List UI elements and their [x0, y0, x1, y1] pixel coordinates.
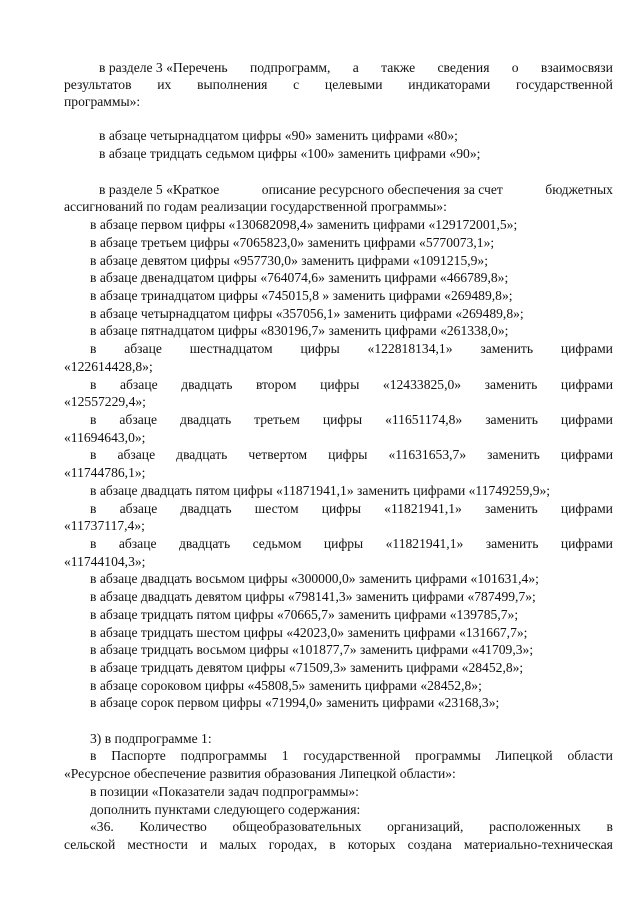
word: в [90, 748, 97, 763]
amend-line: в абзаце двадцать восьмом цифры «300000,0» заменить цифрами «101631,4»; [90, 571, 539, 586]
word: абзаце [117, 447, 156, 462]
word: организаций, [387, 819, 464, 834]
subprogram-heading: 3) в подпрограмме 1: [90, 731, 212, 746]
word: заменить [487, 447, 540, 462]
word: а [352, 60, 359, 75]
section5-line1 [99, 182, 613, 198]
amend-line: в абзаце тридцать пятом цифры «70665,7» заменить цифрами «139785,7»; [90, 607, 519, 622]
word: в разделе 3 «Перечень [99, 60, 228, 75]
word: цифры [321, 501, 361, 516]
amend-27-line2: «11744104,3»; [64, 554, 146, 569]
word: абзаце [119, 412, 158, 427]
item36-line2 [64, 837, 613, 853]
word: результатов [64, 77, 132, 92]
word: двадцать [176, 447, 228, 462]
amend-line: в абзаце девятом цифры «957730,0» заменить цифрами «1091215,9»; [90, 253, 489, 268]
amend-24-line1 [90, 447, 613, 463]
passport-line1 [90, 748, 613, 764]
word: цифры [320, 377, 360, 392]
s3-item-1: в абзаце четырнадцатом цифры «90» заменить цифрами «80»; [99, 128, 458, 143]
passport-line2: «Ресурсное обеспечение развития образования Липецкой области»: [64, 766, 456, 781]
amend-23-line1 [90, 412, 613, 428]
word: городах, [268, 837, 318, 852]
word: третьем [254, 412, 300, 427]
word: в [329, 837, 336, 852]
word: в [90, 412, 97, 427]
word: седьмом [252, 536, 302, 551]
s3-item-2: в абзаце тридцать седьмом цифры «100» заменить цифрами «90»; [99, 146, 481, 161]
word: абзаце [118, 536, 157, 551]
word: индикаторами [408, 77, 491, 92]
amend-line: в абзаце тринадцатом цифры «745015,8 » заменить цифрами «269489,8»; [90, 288, 513, 303]
word: малых [219, 837, 257, 852]
position-line: в позиции «Показатели задач подпрограммы»: [90, 784, 359, 799]
amend-27-line1 [90, 536, 613, 552]
word: государственной [516, 77, 613, 92]
add-items-line: дополнить пунктами следующего содержания: [90, 802, 361, 817]
word: описание ресурсного обеспечения за счет [261, 182, 503, 197]
word: местности [127, 837, 188, 852]
word: государственной [303, 748, 401, 763]
word: цифрами [560, 341, 613, 356]
word: цифры [300, 341, 340, 356]
amend-22-line2: «12557229,4»; [64, 394, 146, 409]
amend-line: в абзаце двадцать девятом цифры «798141,3» заменить цифрами «787499,7»; [90, 589, 536, 604]
amend-23-line2: «11694643,0»; [64, 430, 146, 445]
word: выполнения [197, 77, 268, 92]
word: заменить [484, 501, 538, 516]
amend-line: в абзаце сороковом цифры «45808,5» заменить цифрами «28452,8»; [90, 678, 482, 693]
word: цифрами [560, 447, 613, 462]
word: в разделе 5 «Краткое [99, 182, 220, 197]
item36-line1 [90, 819, 613, 835]
word: абзаце [124, 341, 162, 356]
amend-line: в абзаце третьем цифры «7065823,0» заменить цифрами «5770073,1»; [90, 235, 495, 250]
word: программы [415, 748, 481, 763]
word: с [293, 77, 300, 92]
word: цифрами [560, 501, 613, 516]
word: «12433825,0» [382, 377, 462, 392]
word: Липецкой [495, 748, 553, 763]
word: цифрами [560, 377, 613, 392]
amend-line: в абзаце четырнадцатом цифры «357056,1» заменить цифрами «269489,8»; [90, 306, 524, 321]
amend-22-line1 [90, 377, 613, 393]
word: также [381, 60, 416, 75]
word: заменить [485, 536, 539, 551]
word: двадцать [180, 412, 232, 427]
word: заменить [480, 341, 534, 356]
amend-24-line2: «11744786,1»; [64, 465, 146, 480]
word: в [90, 341, 97, 356]
word: и [199, 837, 208, 852]
word: создана [407, 837, 452, 852]
word: цифры [322, 412, 363, 427]
word: «11631653,7» [388, 447, 467, 462]
word: шестом [254, 501, 299, 516]
section3-line3: программы»: [64, 94, 141, 109]
word: цифры [323, 536, 364, 551]
word: «11821941,1» [385, 536, 464, 551]
word: о [511, 60, 519, 75]
section3-line2 [64, 77, 613, 93]
word: Паспорте [111, 748, 166, 763]
word: материально-техническая [463, 837, 613, 852]
word: в [606, 819, 613, 834]
word: цифры [328, 447, 368, 462]
amend-line: в абзаце тридцать девятом цифры «71509,3» заменить цифрами «28452,8»; [90, 660, 524, 675]
word: абзаце [119, 377, 158, 392]
word: в [90, 501, 97, 516]
word: подпрограмм, [249, 60, 331, 75]
amend-line: в абзаце двенадцатом цифры «764074,6» заменить цифрами «466789,8»; [90, 270, 509, 285]
word: в [90, 536, 97, 551]
word: заменить [485, 412, 538, 427]
word: цифрами [560, 412, 613, 427]
word: сельской [64, 837, 116, 852]
word: «11821941,1» [384, 501, 462, 516]
word: абзаце [119, 501, 158, 516]
word: общеобразовательных [232, 819, 362, 834]
amend-line: в абзаце тридцать восьмом цифры «101877,7» заменить цифрами «41709,3»; [90, 642, 534, 657]
word: двадцать [178, 536, 231, 551]
word: расположенных [489, 819, 581, 834]
word: заменить [484, 377, 538, 392]
amend-26-line1 [90, 501, 613, 517]
word: «122818134,1» [367, 341, 453, 356]
word: которых [347, 837, 396, 852]
word: сведения [437, 60, 490, 75]
amend-25: в абзаце двадцать пятом цифры «11871941,1» заменить цифрами «11749259,9»; [90, 483, 551, 498]
word: области [567, 748, 613, 763]
word: бюджетных [545, 182, 613, 197]
section3-line1 [99, 60, 613, 76]
section5-line2: ассигнований по годам реализации государственной программы»: [64, 199, 447, 214]
word: взаимосвязи [540, 60, 613, 75]
word: «36. [90, 819, 114, 834]
word: целевыми [324, 77, 383, 92]
word: Количество [139, 819, 207, 834]
word: четвертом [248, 447, 308, 462]
word: «11651174,8» [385, 412, 463, 427]
word: двадцать [181, 377, 233, 392]
amend-line: в абзаце первом цифры «130682098,4» заменить цифрами «129172001,5»; [90, 217, 518, 232]
word: цифрами [560, 536, 613, 551]
amend-26-line2: «11737117,4»; [64, 518, 145, 533]
word: шестнадцатом [189, 341, 273, 356]
amend-16-line1 [90, 341, 613, 357]
word: в [90, 377, 97, 392]
amend-16-line2: «122614428,8»; [64, 359, 153, 374]
amend-line: в абзаце тридцать шестом цифры «42023,0» заменить цифрами «131667,7»; [90, 625, 528, 640]
word: двадцать [180, 501, 232, 516]
word: втором [255, 377, 297, 392]
word: в [90, 447, 97, 462]
amend-line: в абзаце сорок первом цифры «71994,0» заменить цифрами «23168,3»; [90, 695, 500, 710]
amend-line: в абзаце пятнадцатом цифры «830196,7» заменить цифрами «261338,0»; [90, 323, 509, 338]
word: подпрограммы [180, 748, 267, 763]
word: их [157, 77, 172, 92]
word: 1 [281, 748, 289, 763]
